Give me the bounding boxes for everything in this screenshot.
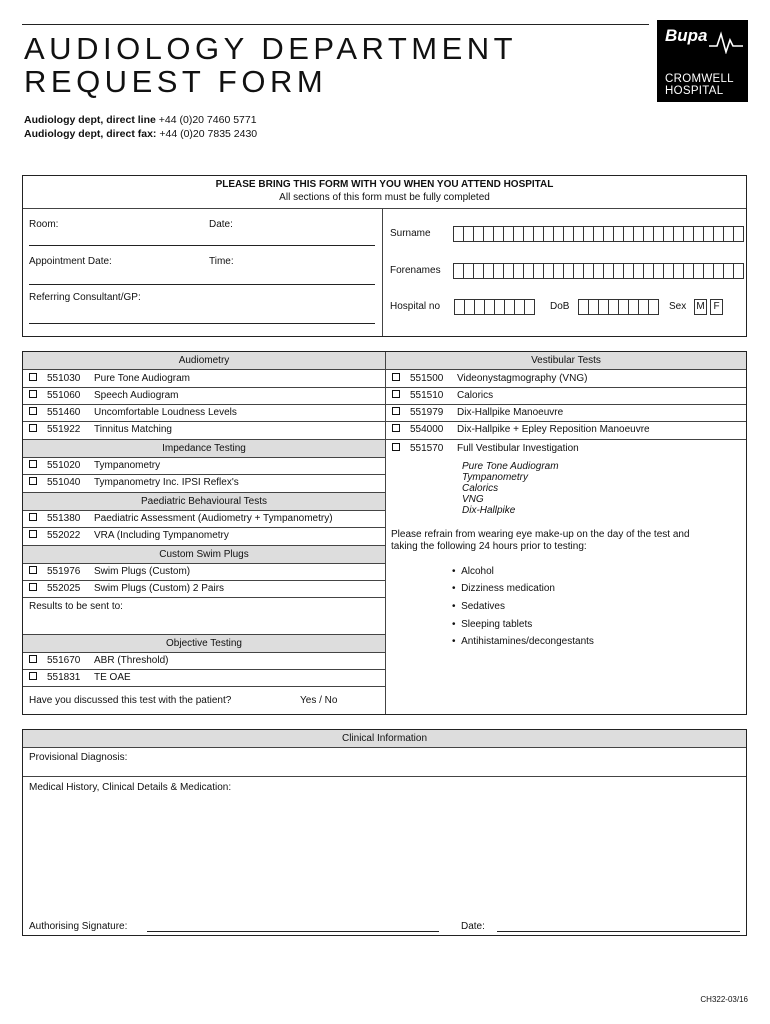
objective-header: Objective Testing [23, 634, 385, 653]
direct-fax-label: Audiology dept, direct fax: [24, 128, 157, 140]
room-date-field[interactable] [29, 245, 375, 246]
list-item: • Sleeping tablets [452, 619, 533, 630]
surname-boxes[interactable] [453, 226, 743, 242]
divider [386, 387, 746, 388]
list-item: Pure Tone Audiogram [462, 461, 559, 472]
direct-fax [24, 128, 257, 140]
audiometry-header: Audiometry [23, 352, 385, 370]
signature-label: Authorising Signature: [29, 921, 128, 932]
dob-boxes[interactable] [578, 299, 658, 315]
list-item: • Antihistamines/decongestants [452, 636, 594, 647]
yes-no-option[interactable]: Yes / No [300, 695, 338, 706]
signature-date-field[interactable] [497, 931, 740, 932]
results-to-field[interactable]: Results to be sent to: [29, 601, 123, 612]
divider [386, 404, 746, 405]
test-code: 551979 [410, 407, 444, 418]
test-name: Tinnitus Matching [94, 424, 172, 435]
checkbox[interactable] [29, 583, 37, 591]
forenames-label: Forenames [390, 265, 441, 276]
test-name: Uncomfortable Loudness Levels [94, 407, 237, 418]
test-code: 551040 [47, 477, 81, 488]
patient-details-box [22, 175, 747, 337]
test-row[interactable] [29, 424, 385, 435]
provisional-diagnosis-field[interactable]: Provisional Diagnosis: [29, 752, 128, 763]
test-row[interactable] [29, 513, 385, 524]
test-row[interactable] [392, 373, 746, 384]
list-item: • Sedatives [452, 601, 505, 612]
discussed-question: Have you discussed this test with the patient? [29, 695, 232, 706]
clinical-info-box [22, 729, 747, 936]
list-item: VNG [462, 494, 484, 505]
logo-hospital-name [665, 73, 734, 97]
checkbox[interactable] [29, 655, 37, 663]
test-row[interactable] [29, 566, 385, 577]
sex-label: Sex [669, 301, 687, 312]
test-code: 552022 [47, 530, 81, 541]
test-code: 552025 [47, 583, 81, 594]
checkbox[interactable] [29, 424, 37, 432]
signature-date-label: Date: [461, 921, 485, 932]
test-row[interactable] [29, 672, 385, 683]
divider [386, 421, 746, 422]
divider [23, 686, 385, 687]
heartbeat-icon [709, 30, 745, 54]
divider [23, 404, 385, 405]
test-row[interactable] [29, 477, 385, 488]
test-row[interactable] [392, 443, 746, 454]
test-name: ABR (Threshold) [94, 655, 169, 666]
page-title [24, 32, 517, 98]
test-code: 551510 [410, 390, 444, 401]
form-reference: CH322-03/16 [700, 995, 748, 1004]
attend-notice: PLEASE BRING THIS FORM WITH YOU WHEN YOU ATTEND HOSPITAL [215, 179, 554, 190]
sex-m-box[interactable]: M [694, 299, 707, 315]
divider [23, 474, 385, 475]
test-name: Full Vestibular Investigation [457, 443, 579, 454]
divider [23, 527, 385, 528]
sex-f-box[interactable]: F [710, 299, 723, 315]
test-name: Calorics [457, 390, 494, 401]
test-code: 551500 [410, 373, 444, 384]
test-row[interactable] [29, 407, 385, 418]
checkbox[interactable] [29, 530, 37, 538]
direct-line [24, 114, 257, 126]
test-row[interactable] [392, 424, 746, 435]
refrain-note [391, 529, 690, 553]
avoid-item: Dizziness medication [461, 583, 555, 594]
hospital-no-label: Hospital no [390, 301, 441, 312]
test-name: Tympanometry [94, 460, 161, 471]
signature-field[interactable] [147, 931, 439, 932]
test-name: Pure Tone Audiogram [94, 373, 190, 384]
test-row[interactable] [29, 655, 385, 666]
test-name: Swim Plugs (Custom) 2 Pairs [94, 583, 225, 594]
logo-line-2: HOSPITAL [665, 85, 724, 97]
avoid-item: Antihistamines/decongestants [461, 636, 594, 647]
checkbox[interactable] [392, 424, 400, 432]
checkbox[interactable] [29, 513, 37, 521]
referring-field[interactable] [29, 323, 375, 324]
test-code: 551060 [47, 390, 81, 401]
checkbox[interactable] [29, 407, 37, 415]
divider [23, 387, 385, 388]
test-row[interactable] [29, 373, 385, 384]
list-item: Tympanometry [462, 472, 528, 483]
test-code: 551570 [410, 443, 444, 454]
test-name: Videonystagmography (VNG) [457, 373, 588, 384]
swim-plugs-header: Custom Swim Plugs [23, 545, 385, 564]
clinical-header: Clinical Information [23, 730, 746, 748]
direct-fax-value: +44 (0)20 7835 2430 [159, 128, 258, 140]
divider [23, 597, 385, 598]
divider [23, 421, 385, 422]
checkbox[interactable] [392, 407, 400, 415]
room-label: Room: [29, 219, 59, 230]
medical-history-field[interactable]: Medical History, Clinical Details & Medication: [29, 782, 232, 793]
checkbox[interactable] [392, 390, 400, 398]
surname-label: Surname [390, 228, 431, 239]
checkbox[interactable] [29, 460, 37, 468]
test-name: Swim Plugs (Custom) [94, 566, 191, 577]
checkbox[interactable] [29, 477, 37, 485]
full-investigation-list [462, 461, 559, 516]
appointment-date-label: Appointment Date: [29, 256, 112, 267]
test-code: 551831 [47, 672, 81, 683]
test-code: 551976 [47, 566, 81, 577]
test-name: VRA (Including Tympanometry [94, 530, 229, 541]
checkbox[interactable] [392, 443, 400, 451]
test-row[interactable] [29, 390, 385, 401]
divider [382, 208, 383, 336]
divider [23, 580, 385, 581]
avoid-item: Sedatives [461, 601, 505, 612]
forenames-boxes[interactable] [453, 263, 743, 279]
test-name: Paediatric Assessment (Audiometry + Tympanometry) [94, 513, 333, 524]
divider [23, 208, 746, 209]
test-code: 551460 [47, 407, 81, 418]
divider [386, 439, 746, 440]
logo-bupa-text: Bupa [665, 26, 708, 45]
test-row[interactable] [29, 530, 385, 541]
list-item: • Dizziness medication [452, 583, 555, 594]
direct-line-value: +44 (0)20 7460 5771 [158, 114, 257, 126]
bupa-cromwell-logo [657, 20, 748, 102]
test-name: Speech Audiogram [94, 390, 179, 401]
divider [23, 669, 385, 670]
date-label: Date: [209, 219, 233, 230]
test-row[interactable] [392, 407, 746, 418]
divider [23, 776, 746, 777]
test-row[interactable] [29, 460, 385, 471]
checkbox[interactable] [29, 373, 37, 381]
test-code: 551922 [47, 424, 81, 435]
logo-line-1: CROMWELL [665, 73, 734, 85]
dob-label: DoB [550, 301, 570, 312]
refrain-line-1: Please refrain from wearing eye make-up on the day of the test and [391, 529, 690, 540]
vestibular-header: Vestibular Tests [386, 352, 746, 370]
refrain-line-2: taking the following 24 hours prior to testing: [391, 541, 587, 552]
list-item: • Alcohol [452, 566, 494, 577]
checkbox[interactable] [29, 390, 37, 398]
list-item: Dix-Hallpike [462, 505, 516, 516]
tests-box [22, 351, 747, 715]
avoid-item: Sleeping tablets [461, 619, 533, 630]
notice-sub: All sections of this form must be fully completed [279, 192, 490, 203]
appointment-field[interactable] [29, 284, 375, 285]
referring-label: Referring Consultant/GP: [29, 292, 141, 303]
left-column [23, 352, 385, 716]
test-code: 551670 [47, 655, 81, 666]
impedance-header: Impedance Testing [23, 439, 385, 458]
checkbox[interactable] [29, 672, 37, 680]
test-name: Tympanometry Inc. IPSI Reflex's [94, 477, 239, 488]
test-code: 551380 [47, 513, 81, 524]
test-name: Dix-Hallpike + Epley Reposition Manoeuvre [457, 424, 650, 435]
test-name: Dix-Hallpike Manoeuvre [457, 407, 564, 418]
test-row[interactable] [392, 390, 746, 401]
header-rule [22, 24, 649, 25]
checkbox[interactable] [392, 373, 400, 381]
test-name: TE OAE [94, 672, 131, 683]
time-label: Time: [209, 256, 234, 267]
test-code: 551030 [47, 373, 81, 384]
paediatric-header: Paediatric Behavioural Tests [23, 492, 385, 511]
title-line-2: REQUEST FORM [24, 64, 328, 99]
test-row[interactable] [29, 583, 385, 594]
avoid-item: Alcohol [461, 566, 494, 577]
list-item: Calorics [462, 483, 499, 494]
title-line-1: AUDIOLOGY DEPARTMENT [24, 31, 518, 66]
direct-line-label: Audiology dept, direct line [24, 114, 156, 126]
right-column [386, 352, 746, 716]
hospital-no-boxes[interactable] [454, 299, 534, 315]
test-code: 554000 [410, 424, 444, 435]
checkbox[interactable] [29, 566, 37, 574]
test-code: 551020 [47, 460, 81, 471]
